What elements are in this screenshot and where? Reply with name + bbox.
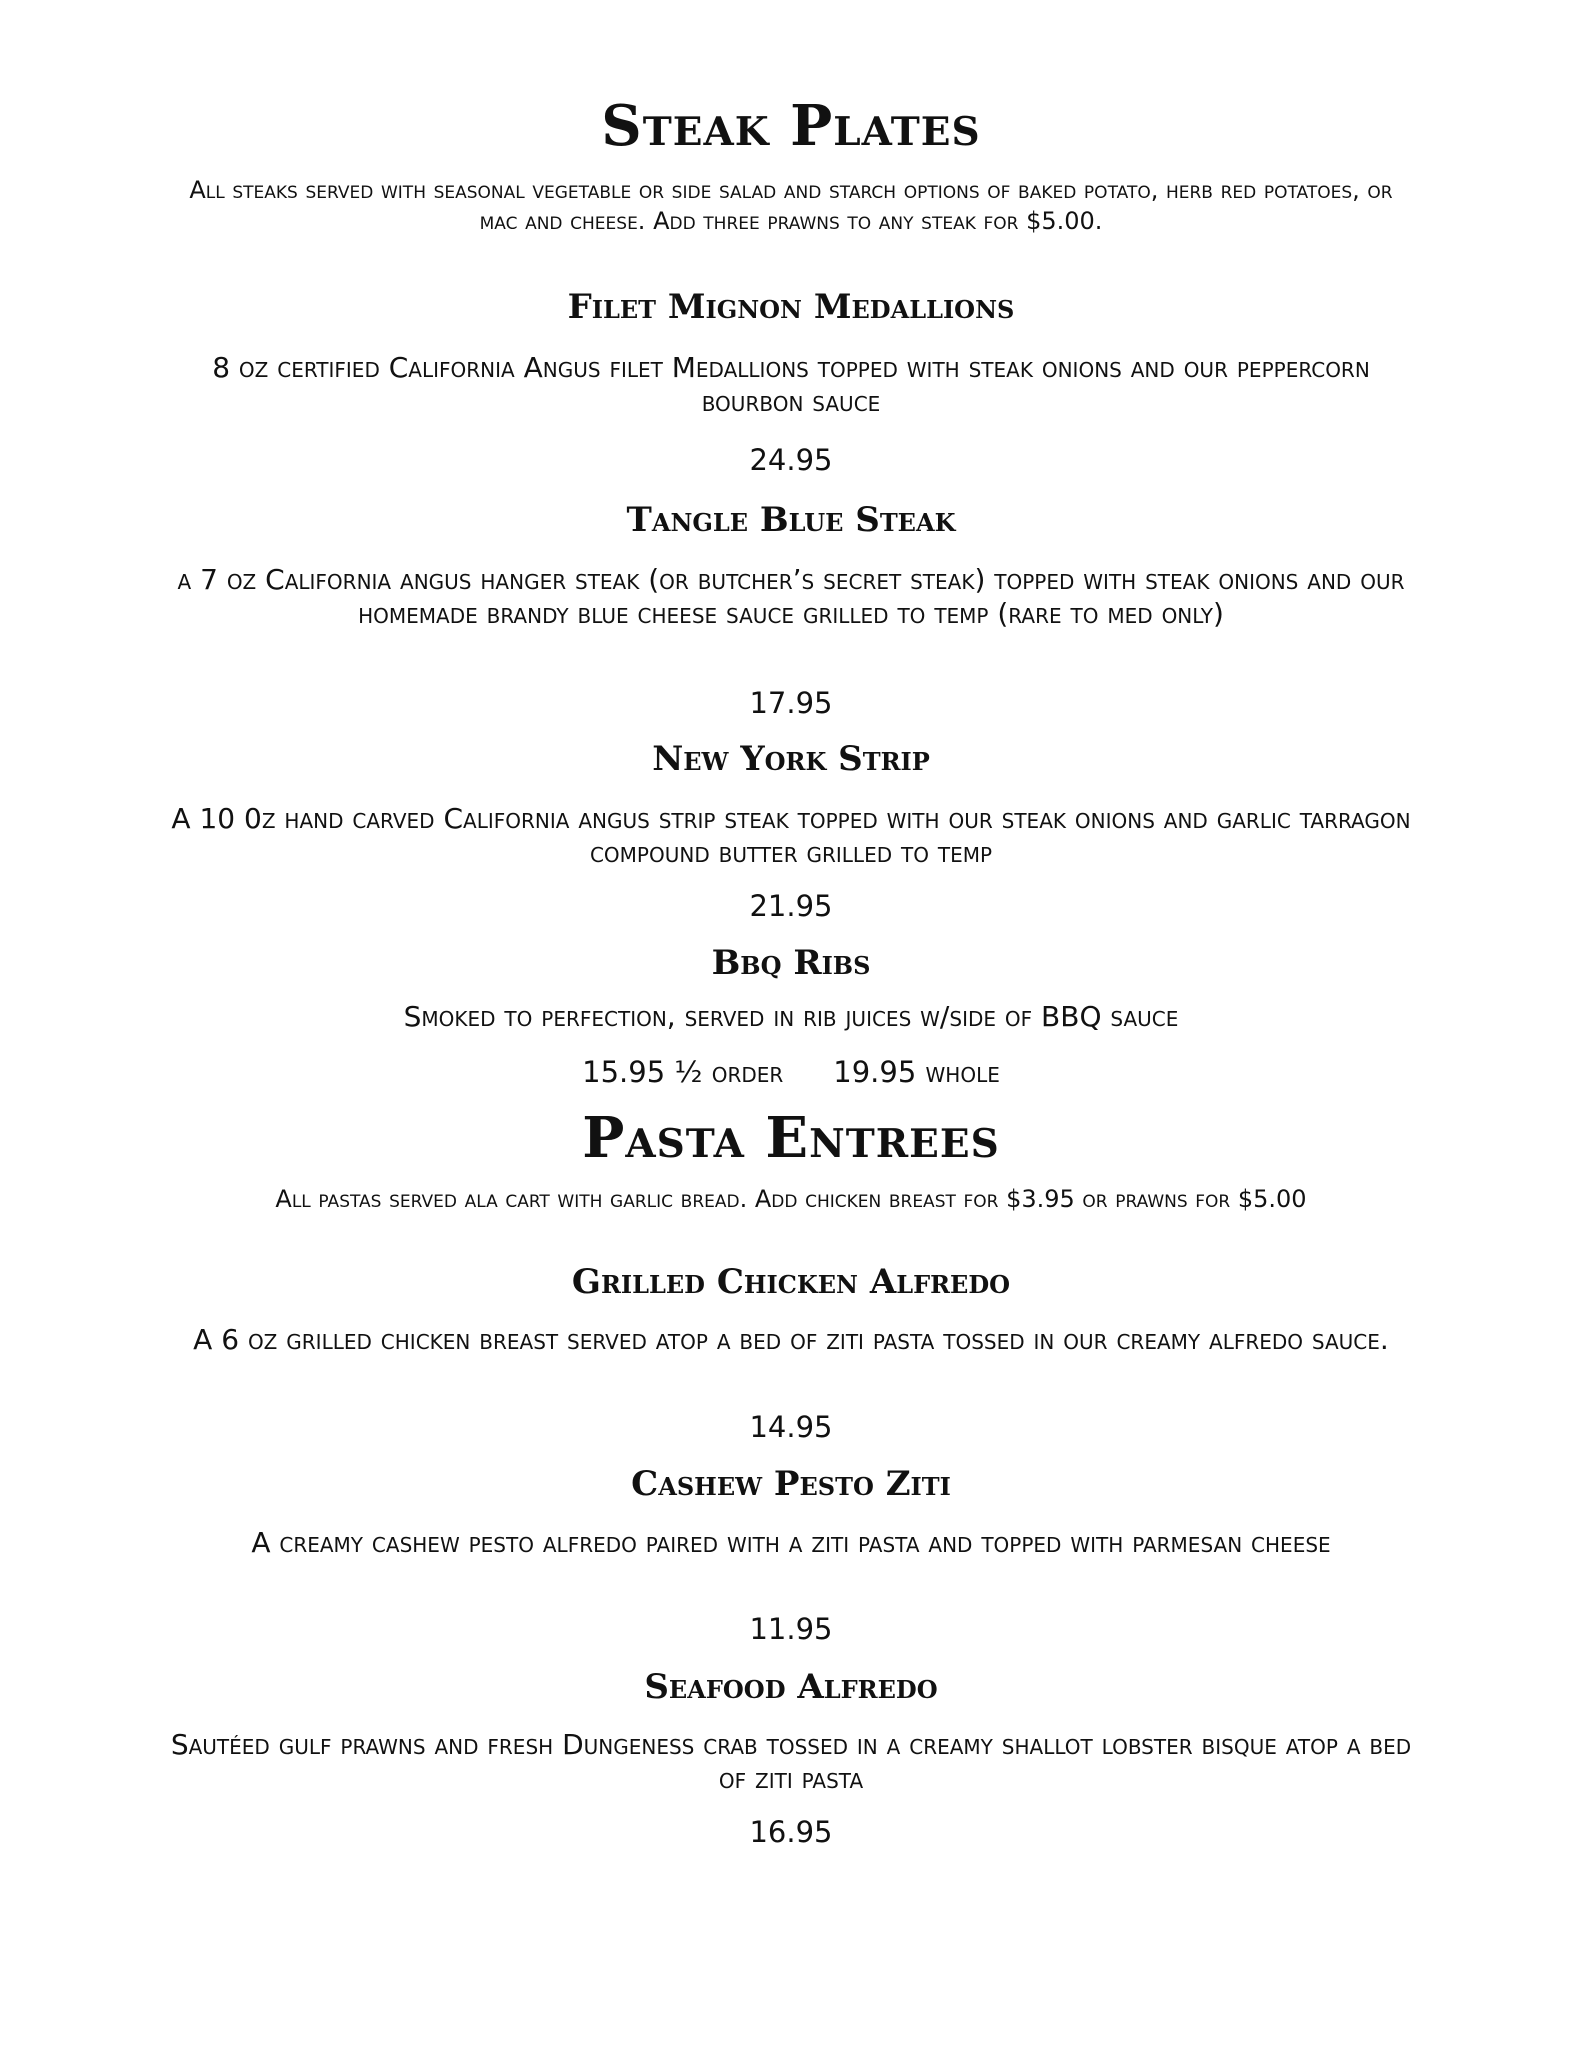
item-title-new-york-strip: New York Strip xyxy=(652,739,930,779)
item-price-cashew-pesto-ziti: 11.95 xyxy=(749,1612,833,1646)
item-description-grilled-chicken-alfredo: A 6 oz grilled chicken breast served atop a bed of ziti pasta tossed in our creamy alfredo sauce. xyxy=(193,1323,1389,1356)
item-title-seafood-alfredo: Seafood Alfredo xyxy=(644,1667,938,1707)
item-price-grilled-chicken-alfredo: 14.95 xyxy=(749,1410,833,1444)
item-price-tangle-blue-steak: 17.95 xyxy=(749,686,833,720)
item-price-bbq-ribs xyxy=(0,1055,1582,1089)
steak-section-intro: All steaks served with seasonal vegetable or side salad and starch options of baked potato, herb red potatoes, or mac and cheese. Add three prawns to any steak for $5.00. xyxy=(189,176,1393,235)
pasta-section-title: Pasta Entrees xyxy=(582,1105,1000,1171)
item-title-bbq-ribs: Bbq Ribs xyxy=(711,943,871,983)
item-price-filet-mignon: 24.95 xyxy=(749,443,833,477)
item-description-tangle-blue-steak: a 7 oz California angus hanger steak (or butcher’s secret steak) topped with steak onions and our homemade brandy blue cheese sauce grilled to temp (rare to med only) xyxy=(177,563,1405,630)
item-description-new-york-strip: A 10 0z hand carved California angus strip steak topped with our steak onions and garlic tarragon compound butter grilled to temp xyxy=(171,802,1411,869)
item-price-bbq-ribs-half: 15.95 ½ order xyxy=(582,1055,784,1089)
item-title-filet-mignon: Filet Mignon Medallions xyxy=(567,287,1015,327)
item-description-bbq-ribs: Smoked to perfection, served in rib juices w/side of BBQ sauce xyxy=(403,1000,1179,1033)
item-price-bbq-ribs-whole: 19.95 whole xyxy=(833,1055,1000,1089)
item-description-seafood-alfredo: Sautéed gulf prawns and fresh Dungeness crab tossed in a creamy shallot lobster bisque atop a bed of ziti pasta xyxy=(170,1728,1412,1795)
pasta-section-intro: All pastas served ala cart with garlic bread. Add chicken breast for $3.95 or prawns for $5.00 xyxy=(275,1185,1307,1213)
item-price-seafood-alfredo: 16.95 xyxy=(749,1815,833,1849)
item-title-tangle-blue-steak: Tangle Blue Steak xyxy=(626,500,956,540)
item-title-cashew-pesto-ziti: Cashew Pesto Ziti xyxy=(631,1464,951,1504)
item-description-filet-mignon: 8 oz certified California Angus filet Medallions topped with steak onions and our peppercorn bourbon sauce xyxy=(212,351,1370,418)
item-price-new-york-strip: 21.95 xyxy=(749,889,833,923)
item-description-cashew-pesto-ziti: A creamy cashew pesto alfredo paired with a ziti pasta and topped with parmesan cheese xyxy=(251,1526,1331,1559)
steak-section-title: Steak Plates xyxy=(601,93,981,159)
item-title-grilled-chicken-alfredo: Grilled Chicken Alfredo xyxy=(571,1262,1011,1302)
